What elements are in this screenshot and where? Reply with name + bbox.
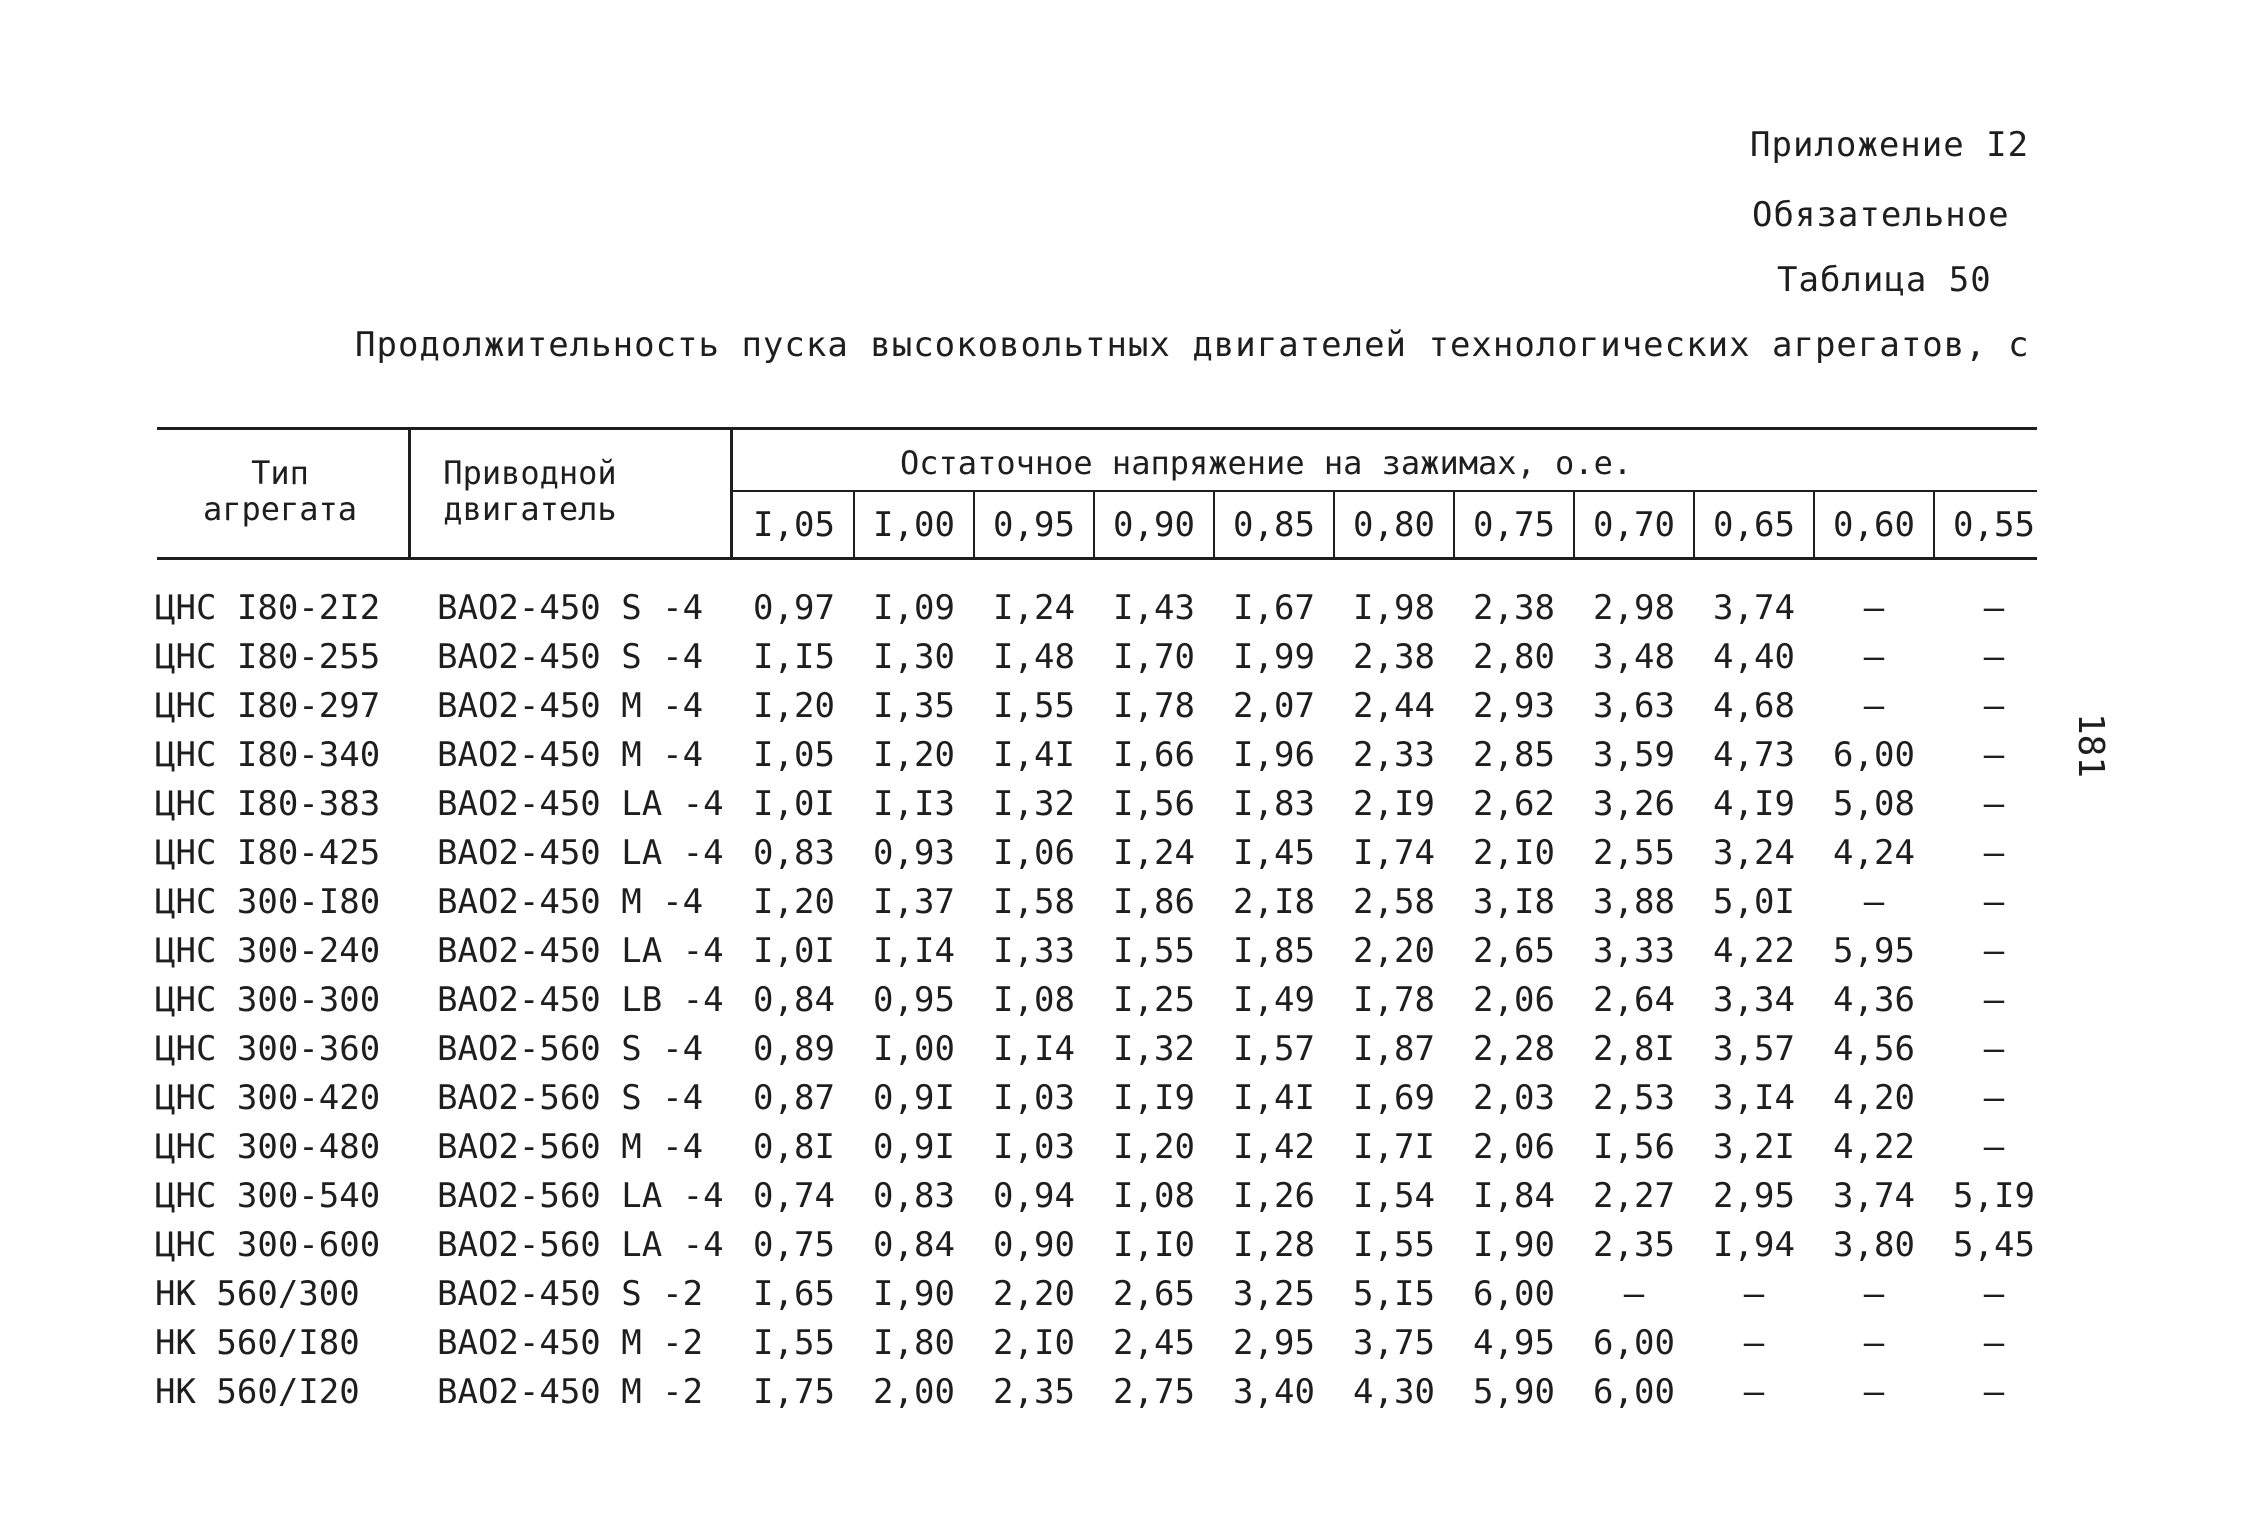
duration-cell: 6,00 (1473, 1274, 1555, 1314)
duration-cell: 2,44 (1353, 686, 1435, 726)
duration-cell: 5,0I (1713, 882, 1795, 922)
aggregate-type-cell: ЦНС I80-340 (155, 735, 381, 775)
duration-cell: I,78 (1353, 980, 1435, 1020)
duration-cell: I,08 (993, 980, 1075, 1020)
header-bottom-rule (157, 557, 2037, 560)
voltage-column-header: I,05 (753, 505, 835, 545)
duration-cell: 5,90 (1473, 1372, 1555, 1412)
mandatory-label: Обязательное (1752, 195, 2010, 235)
duration-cell: 2,I8 (1233, 882, 1315, 922)
duration-cell: 0,93 (873, 833, 955, 873)
duration-cell: 0,9I (873, 1127, 955, 1167)
voltage-column-divider (1933, 492, 1935, 557)
voltage-column-header: 0,55 (1953, 505, 2035, 545)
voltage-column-header: I,00 (873, 505, 955, 545)
duration-cell: 2,58 (1353, 882, 1435, 922)
aggregate-type-cell: НК 560/300 (155, 1274, 360, 1314)
duration-cell: 2,62 (1473, 784, 1555, 824)
duration-cell: 2,65 (1473, 931, 1555, 971)
duration-cell: – (1983, 833, 2005, 873)
duration-cell: 2,64 (1593, 980, 1675, 1020)
duration-cell: 2,95 (1713, 1176, 1795, 1216)
duration-cell: 4,56 (1833, 1029, 1915, 1069)
duration-cell: I,03 (993, 1127, 1075, 1167)
duration-cell: 2,45 (1113, 1323, 1195, 1363)
duration-cell: 2,80 (1473, 637, 1555, 677)
duration-cell: – (1743, 1274, 1765, 1314)
duration-cell: I,42 (1233, 1127, 1315, 1167)
voltage-column-header: 0,65 (1713, 505, 1795, 545)
aggregate-type-cell: ЦНС I80-425 (155, 833, 381, 873)
aggregate-type-cell: ЦНС 300-480 (155, 1127, 381, 1167)
duration-cell: 4,40 (1713, 637, 1795, 677)
duration-cell: 3,80 (1833, 1225, 1915, 1265)
duration-cell: – (1863, 1323, 1885, 1363)
voltage-column-divider (973, 492, 975, 557)
duration-cell: 2,35 (1593, 1225, 1675, 1265)
voltage-column-divider (1573, 492, 1575, 557)
duration-cell: 2,03 (1473, 1078, 1555, 1118)
duration-cell: 5,I5 (1353, 1274, 1435, 1314)
duration-cell: I,56 (1113, 784, 1195, 824)
duration-cell: I,57 (1233, 1029, 1315, 1069)
aggregate-type-cell: НК 560/I80 (155, 1323, 360, 1363)
duration-cell: 3,33 (1593, 931, 1675, 971)
aggregate-type-cell: ЦНС 300-540 (155, 1176, 381, 1216)
duration-cell: – (1863, 882, 1885, 922)
duration-cell: I,94 (1713, 1225, 1795, 1265)
duration-cell: I,20 (873, 735, 955, 775)
type-column-header: Тип агрегата (202, 454, 358, 528)
duration-cell: I,99 (1233, 637, 1315, 677)
duration-cell: 2,65 (1113, 1274, 1195, 1314)
duration-cell: 5,08 (1833, 784, 1915, 824)
duration-cell: 6,00 (1593, 1323, 1675, 1363)
duration-cell: 0,84 (873, 1225, 955, 1265)
duration-cell: I,74 (1353, 833, 1435, 873)
duration-cell: I,03 (993, 1078, 1075, 1118)
duration-cell: – (1743, 1372, 1765, 1412)
duration-cell: 3,I4 (1713, 1078, 1795, 1118)
duration-cell: 0,94 (993, 1176, 1075, 1216)
duration-cell: 2,06 (1473, 980, 1555, 1020)
duration-cell: – (1983, 1372, 2005, 1412)
duration-cell: I,25 (1113, 980, 1195, 1020)
motor-cell: ВАО2-560 LА -4 (437, 1225, 724, 1265)
duration-cell: I,4I (993, 735, 1075, 775)
duration-cell: 2,98 (1593, 588, 1675, 628)
duration-cell: I,0I (753, 931, 835, 971)
duration-cell: 4,73 (1713, 735, 1795, 775)
duration-cell: 5,45 (1953, 1225, 2035, 1265)
duration-cell: – (1863, 686, 1885, 726)
duration-cell: 4,22 (1833, 1127, 1915, 1167)
motor-cell: ВАО2-450 LА -4 (437, 833, 724, 873)
motor-cell: ВАО2-450 М -4 (437, 735, 704, 775)
duration-cell: 4,20 (1833, 1078, 1915, 1118)
duration-cell: 5,95 (1833, 931, 1915, 971)
duration-cell: 3,34 (1713, 980, 1795, 1020)
voltage-column-divider (1453, 492, 1455, 557)
duration-cell: 2,85 (1473, 735, 1555, 775)
duration-cell: 3,74 (1713, 588, 1795, 628)
duration-cell: – (1863, 588, 1885, 628)
duration-cell: I,66 (1113, 735, 1195, 775)
duration-cell: I,55 (1353, 1225, 1435, 1265)
motor-cell: ВАО2-450 М -4 (437, 882, 704, 922)
duration-cell: I,I4 (873, 931, 955, 971)
duration-cell: 2,27 (1593, 1176, 1675, 1216)
duration-cell: 2,07 (1233, 686, 1315, 726)
table-title: Продолжительность пуска высоковольтных двигателей технологических агрегатов, с (355, 325, 2030, 365)
duration-cell: 0,83 (873, 1176, 955, 1216)
duration-cell: 0,83 (753, 833, 835, 873)
duration-cell: – (1983, 1323, 2005, 1363)
duration-cell: – (1863, 1274, 1885, 1314)
duration-cell: – (1983, 588, 2005, 628)
duration-cell: I,48 (993, 637, 1075, 677)
duration-cell: 2,38 (1473, 588, 1555, 628)
duration-cell: 2,55 (1593, 833, 1675, 873)
motor-cell: ВАО2-450 М -4 (437, 686, 704, 726)
aggregate-type-cell: ЦНС 300-420 (155, 1078, 381, 1118)
motor-cell: ВАО2-450 М -2 (437, 1372, 704, 1412)
motor-cell: ВАО2-450 LА -4 (437, 931, 724, 971)
duration-cell: – (1983, 637, 2005, 677)
duration-cell: I,I0 (1113, 1225, 1195, 1265)
duration-cell: 0,89 (753, 1029, 835, 1069)
appendix-label: Приложение I2 (1750, 125, 2030, 165)
motor-cell: ВАО2-450 LА -4 (437, 784, 724, 824)
duration-cell: 0,97 (753, 588, 835, 628)
aggregate-type-cell: ЦНС 300-240 (155, 931, 381, 971)
duration-cell: 3,48 (1593, 637, 1675, 677)
duration-cell: 4,36 (1833, 980, 1915, 1020)
duration-cell: I,7I (1353, 1127, 1435, 1167)
duration-cell: – (1983, 980, 2005, 1020)
voltage-column-divider (1813, 492, 1815, 557)
duration-cell: 2,75 (1113, 1372, 1195, 1412)
duration-cell: 0,8I (753, 1127, 835, 1167)
duration-cell: 2,20 (1353, 931, 1435, 971)
duration-cell: I,56 (1593, 1127, 1675, 1167)
duration-cell: I,58 (993, 882, 1075, 922)
duration-cell: I,55 (1113, 931, 1195, 971)
motor-cell: ВАО2-560 S -4 (437, 1029, 704, 1069)
duration-cell: I,65 (753, 1274, 835, 1314)
duration-cell: I,43 (1113, 588, 1195, 628)
duration-cell: 0,74 (753, 1176, 835, 1216)
duration-cell: – (1983, 784, 2005, 824)
duration-cell: 0,75 (753, 1225, 835, 1265)
aggregate-type-cell: НК 560/I20 (155, 1372, 360, 1412)
duration-cell: – (1863, 1372, 1885, 1412)
aggregate-type-cell: ЦНС 300-300 (155, 980, 381, 1020)
aggregate-type-cell: ЦНС I80-255 (155, 637, 381, 677)
duration-cell: I,78 (1113, 686, 1195, 726)
duration-cell: – (1743, 1323, 1765, 1363)
aggregate-type-cell: ЦНС I80-383 (155, 784, 381, 824)
voltage-column-header: 0,80 (1353, 505, 1435, 545)
aggregate-type-cell: ЦНС I80-297 (155, 686, 381, 726)
duration-cell: 4,95 (1473, 1323, 1555, 1363)
motor-cell: ВАО2-560 S -4 (437, 1078, 704, 1118)
duration-cell: 4,I9 (1713, 784, 1795, 824)
duration-cell: I,30 (873, 637, 955, 677)
motor-cell: ВАО2-450 S -4 (437, 637, 704, 677)
duration-cell: 3,75 (1353, 1323, 1435, 1363)
aggregate-type-cell: ЦНС 300-I80 (155, 882, 381, 922)
table-number: Таблица 50 (1777, 260, 1992, 300)
duration-cell: 3,I8 (1473, 882, 1555, 922)
duration-cell: I,20 (753, 686, 835, 726)
motor-cell: ВАО2-560 М -4 (437, 1127, 704, 1167)
duration-cell: 2,I9 (1353, 784, 1435, 824)
voltage-column-header: 0,60 (1833, 505, 1915, 545)
duration-cell: 2,28 (1473, 1029, 1555, 1069)
duration-cell: I,98 (1353, 588, 1435, 628)
motor-cell: ВАО2-450 S -2 (437, 1274, 704, 1314)
duration-cell: – (1983, 882, 2005, 922)
duration-cell: 2,33 (1353, 735, 1435, 775)
duration-cell: 0,95 (873, 980, 955, 1020)
duration-cell: 2,38 (1353, 637, 1435, 677)
column-divider (408, 427, 411, 557)
voltage-column-header: 0,70 (1593, 505, 1675, 545)
duration-cell: 6,00 (1833, 735, 1915, 775)
duration-cell: 3,63 (1593, 686, 1675, 726)
duration-cell: 6,00 (1593, 1372, 1675, 1412)
duration-cell: 2,I0 (1473, 833, 1555, 873)
duration-cell: I,70 (1113, 637, 1195, 677)
duration-cell: 3,25 (1233, 1274, 1315, 1314)
duration-cell: I,55 (753, 1323, 835, 1363)
motor-cell: ВАО2-560 LА -4 (437, 1176, 724, 1216)
duration-cell: 3,40 (1233, 1372, 1315, 1412)
duration-cell: 2,00 (873, 1372, 955, 1412)
duration-cell: 2,93 (1473, 686, 1555, 726)
duration-cell: 0,9I (873, 1078, 955, 1118)
duration-cell: – (1983, 1078, 2005, 1118)
duration-cell: 0,84 (753, 980, 835, 1020)
aggregate-type-cell: ЦНС 300-600 (155, 1225, 381, 1265)
duration-cell: – (1983, 931, 2005, 971)
duration-cell: I,85 (1233, 931, 1315, 971)
duration-cell: – (1983, 686, 2005, 726)
duration-cell: I,I3 (873, 784, 955, 824)
duration-cell: 3,2I (1713, 1127, 1795, 1167)
voltage-column-divider (853, 492, 855, 557)
duration-cell: I,69 (1353, 1078, 1435, 1118)
duration-cell: I,80 (873, 1323, 955, 1363)
voltage-group-header: Остаточное напряжение на зажимах, о.е. (900, 444, 1633, 482)
duration-cell: 3,74 (1833, 1176, 1915, 1216)
duration-cell: I,67 (1233, 588, 1315, 628)
duration-cell: I,55 (993, 686, 1075, 726)
duration-cell: I,35 (873, 686, 955, 726)
duration-cell: I,33 (993, 931, 1075, 971)
duration-cell: 0,90 (993, 1225, 1075, 1265)
duration-cell: 5,I9 (1953, 1176, 2035, 1216)
duration-cell: 3,88 (1593, 882, 1675, 922)
duration-cell: I,54 (1353, 1176, 1435, 1216)
motor-cell: ВАО2-450 S -4 (437, 588, 704, 628)
duration-cell: 3,24 (1713, 833, 1795, 873)
voltage-column-divider (1213, 492, 1215, 557)
voltage-column-header: 0,90 (1113, 505, 1195, 545)
duration-cell: 3,26 (1593, 784, 1675, 824)
duration-cell: – (1863, 637, 1885, 677)
duration-cell: I,I4 (993, 1029, 1075, 1069)
duration-cell: I,00 (873, 1029, 955, 1069)
duration-cell: I,20 (1113, 1127, 1195, 1167)
motor-cell: ВАО2-450 LВ -4 (437, 980, 724, 1020)
duration-cell: I,37 (873, 882, 955, 922)
duration-cell: I,90 (1473, 1225, 1555, 1265)
duration-cell: 2,06 (1473, 1127, 1555, 1167)
duration-cell: 0,87 (753, 1078, 835, 1118)
subheader-rule (730, 490, 2037, 492)
duration-cell: – (1983, 1127, 2005, 1167)
duration-cell: 4,22 (1713, 931, 1795, 971)
duration-cell: I,26 (1233, 1176, 1315, 1216)
duration-cell: – (1983, 735, 2005, 775)
voltage-column-header: 0,85 (1233, 505, 1315, 545)
voltage-column-divider (1333, 492, 1335, 557)
duration-cell: I,06 (993, 833, 1075, 873)
duration-cell: 2,20 (993, 1274, 1075, 1314)
duration-cell: I,32 (993, 784, 1075, 824)
duration-cell: 3,57 (1713, 1029, 1795, 1069)
duration-cell: I,I9 (1113, 1078, 1195, 1118)
duration-cell: I,I5 (753, 637, 835, 677)
duration-cell: I,24 (993, 588, 1075, 628)
column-divider (730, 427, 733, 557)
motor-cell: ВАО2-450 М -2 (437, 1323, 704, 1363)
duration-cell: I,86 (1113, 882, 1195, 922)
voltage-column-header: 0,95 (993, 505, 1075, 545)
duration-cell: 2,35 (993, 1372, 1075, 1412)
duration-cell: I,87 (1353, 1029, 1435, 1069)
duration-cell: I,09 (873, 588, 955, 628)
table-top-rule (157, 427, 2037, 430)
duration-cell: I,32 (1113, 1029, 1195, 1069)
duration-cell: 3,59 (1593, 735, 1675, 775)
duration-cell: 4,68 (1713, 686, 1795, 726)
duration-cell: 2,8I (1593, 1029, 1675, 1069)
page-number: 181 (2070, 712, 2112, 779)
duration-cell: 4,24 (1833, 833, 1915, 873)
duration-cell: I,84 (1473, 1176, 1555, 1216)
duration-cell: I,90 (873, 1274, 955, 1314)
duration-cell: I,0I (753, 784, 835, 824)
duration-cell: I,49 (1233, 980, 1315, 1020)
duration-cell: I,28 (1233, 1225, 1315, 1265)
duration-cell: I,20 (753, 882, 835, 922)
voltage-column-divider (1093, 492, 1095, 557)
duration-cell: I,45 (1233, 833, 1315, 873)
duration-cell: 2,53 (1593, 1078, 1675, 1118)
duration-cell: 2,95 (1233, 1323, 1315, 1363)
duration-cell: I,05 (753, 735, 835, 775)
duration-cell: I,96 (1233, 735, 1315, 775)
duration-cell: 2,I0 (993, 1323, 1075, 1363)
aggregate-type-cell: ЦНС 300-360 (155, 1029, 381, 1069)
duration-cell: – (1983, 1274, 2005, 1314)
duration-cell: I,08 (1113, 1176, 1195, 1216)
voltage-column-header: 0,75 (1473, 505, 1555, 545)
duration-cell: I,83 (1233, 784, 1315, 824)
duration-cell: I,75 (753, 1372, 835, 1412)
voltage-column-divider (1693, 492, 1695, 557)
motor-column-header: Приводной двигатель (443, 454, 617, 528)
aggregate-type-cell: ЦНС I80-2I2 (155, 588, 381, 628)
duration-cell: – (1623, 1274, 1645, 1314)
duration-cell: – (1983, 1029, 2005, 1069)
duration-cell: I,4I (1233, 1078, 1315, 1118)
duration-cell: I,24 (1113, 833, 1195, 873)
duration-cell: 4,30 (1353, 1372, 1435, 1412)
